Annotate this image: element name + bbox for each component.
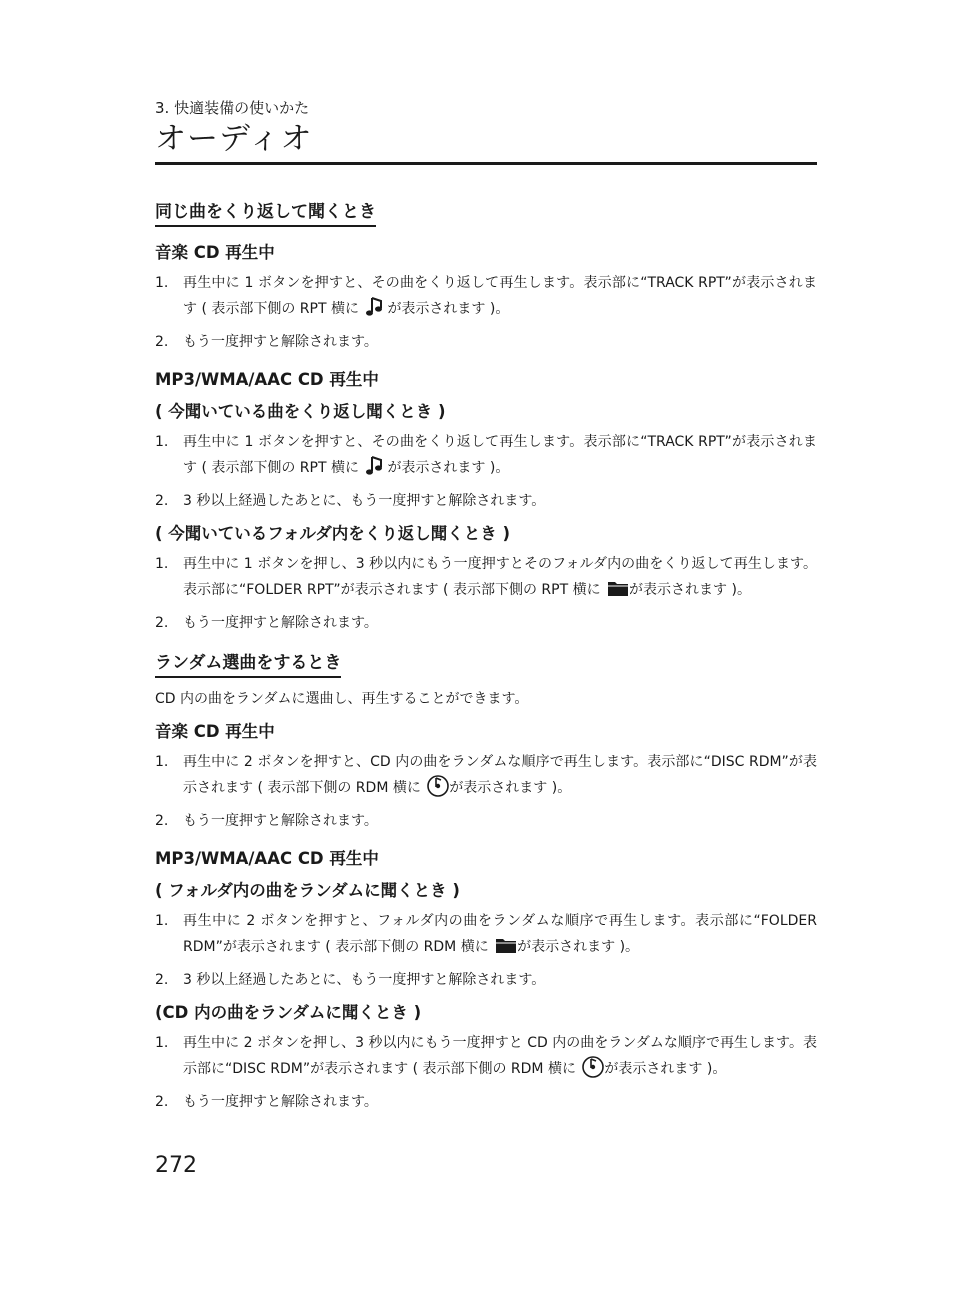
steps-random-cd: [155, 1031, 817, 1114]
list-item: 1. 再生中に 1 ボタンを押し、3 秒以内にもう一度押すとそのフォルダ内の曲をくり返して再生します。表示部に“FOLDER RPT”が表示されます ( 表示部下側の RPT 横に が表示されます )。: [155, 556, 817, 598]
section-title-random: ランダム選曲をするとき: [155, 651, 341, 678]
list-item: 2. もう一度押すと解除されます。: [155, 615, 378, 631]
list-item: 2. もう一度押すと解除されます。: [155, 1094, 378, 1110]
list-item: 2. もう一度押すと解除されます。: [155, 334, 378, 350]
header-divider: [155, 162, 817, 165]
main-content: [155, 200, 817, 1123]
list-item: 1. 再生中に 1 ボタンを押すと、その曲をくり返して再生します。表示部に“TRACK RPT”が表示されます ( 表示部下側の RPT 横に が表示されます )。: [155, 434, 817, 476]
folder-icon: [494, 933, 516, 957]
list-item: 2. もう一度押すと解除されます。: [155, 813, 378, 829]
page-title: オーディオ: [155, 121, 313, 157]
page-header: [155, 98, 817, 158]
steps-repeat-folder: [155, 552, 817, 635]
subheading-music-cd-random: 音楽 CD 再生中: [155, 722, 275, 741]
section-title-repeat: 同じ曲をくり返して聞くとき: [155, 200, 376, 227]
disc-icon: [426, 774, 448, 798]
steps-random-music-cd: [155, 750, 817, 833]
random-intro: CD 内の曲をランダムに選曲し、再生することができます。: [155, 691, 529, 707]
folder-icon: [606, 576, 628, 600]
page-number: 272: [155, 1153, 197, 1178]
list-item: 1. 再生中に 2 ボタンを押すと、CD 内の曲をランダムな順序で再生します。表示部に“DISC RDM”が表示されます ( 表示部下側の RDM 横に が表示されます )。: [155, 754, 817, 796]
chapter-label: 3. 快適装備の使いかた: [155, 99, 310, 117]
subheading-cd-random: (CD 内の曲をランダムに聞くとき ): [155, 1003, 422, 1022]
list-item: 1. 再生中に 1 ボタンを押すと、その曲をくり返して再生します。表示部に“TRACK RPT”が表示されます ( 表示部下側の RPT 横に が表示されます )。: [155, 275, 817, 317]
steps-repeat-music-cd: [155, 271, 817, 354]
list-item: 1. 再生中に 2 ボタンを押し、3 秒以内にもう一度押すと CD 内の曲をランダムな順序で再生します。表示部に“DISC RDM”が表示されます ( 表示部下側の RDM 横に が表示されます )。: [155, 1035, 817, 1077]
list-item: 1. 再生中に 2 ボタンを押すと、フォルダ内の曲をランダムな順序で再生します。表示部に“FOLDER RDM”が表示されます ( 表示部下側の RDM 横に が表示されます )。: [155, 913, 817, 955]
disc-icon: [581, 1055, 603, 1079]
music-note-icon: [364, 454, 386, 478]
list-item: 2. 3 秒以上経過したあとに、もう一度押すと解除されます。: [155, 493, 546, 509]
subheading-mp3: MP3/WMA/AAC CD 再生中: [155, 370, 379, 389]
steps-random-folder: [155, 909, 817, 992]
list-item: 2. 3 秒以上経過したあとに、もう一度押すと解除されます。: [155, 972, 546, 988]
subheading-mp3-random: MP3/WMA/AAC CD 再生中: [155, 849, 379, 868]
subheading-music-cd: 音楽 CD 再生中: [155, 243, 275, 262]
subheading-track-repeat: ( 今聞いている曲をくり返し聞くとき ): [155, 402, 446, 421]
steps-repeat-track: [155, 430, 817, 513]
music-note-icon: [364, 295, 386, 319]
subheading-folder-random: ( フォルダ内の曲をランダムに聞くとき ): [155, 881, 460, 900]
subheading-folder-repeat: ( 今聞いているフォルダ内をくり返し聞くとき ): [155, 524, 511, 543]
